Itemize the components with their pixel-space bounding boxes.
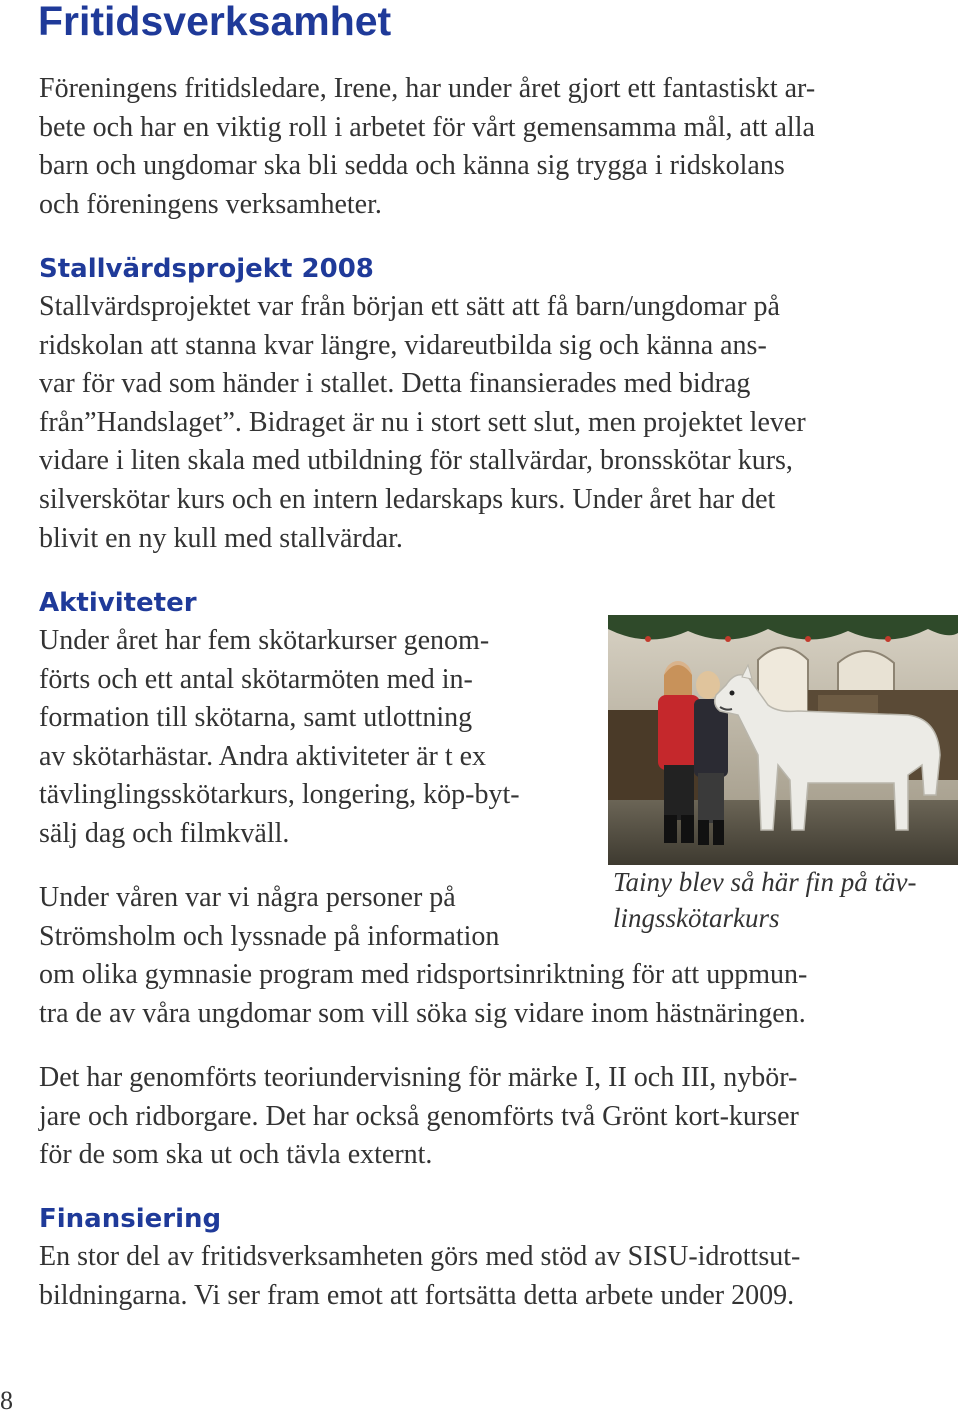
intro-line: barn och ungdomar ska bli sedda och känna sig trygga i ridskolans (39, 150, 785, 182)
stallvard-line: var för vad som händer i stallet. Detta finansierades med bidrag (39, 368, 751, 400)
caption-line: lingsskötarkurs (613, 903, 780, 933)
finansiering-paragraph (39, 1238, 800, 1315)
spring-line: om olika gymnasie program med ridsportsinriktning för att uppmun- (39, 959, 808, 991)
stallvard-line: vidare i liten skala med utbildning för stallvärdar, bronsskötar kurs, (39, 445, 793, 477)
spring-line: Strömsholm och lyssnade på information (39, 920, 500, 952)
aktiviteter-line: formation till skötarna, samt utlottning (39, 702, 473, 734)
finansiering-line: bildningarna. Vi ser fram emot att fortsätta detta arbete under 2009. (39, 1279, 795, 1311)
aktiviteter-paragraph (39, 622, 520, 854)
intro-line: bete och har en viktig roll i arbetet för vårt gemensamma mål, att alla (39, 111, 815, 143)
spring-line: tra de av våra ungdomar som vill söka sig vidare inom hästnäringen. (39, 997, 806, 1029)
intro-line: Föreningens fritidsledare, Irene, har under året gjort ett fantastiskt ar- (39, 73, 816, 104)
aktiviteter-line: av skötarhästar. Andra aktiviteter är t ex (39, 740, 487, 772)
teori-paragraph (39, 1059, 799, 1175)
stallvard-line: ridskolan att stanna kvar längre, vidareutbilda sig och känna ans- (39, 329, 767, 361)
intro-line: och föreningens verksamheter. (39, 188, 382, 220)
page-title: Fritidsverksamhet (38, 0, 392, 44)
aktiviteter-line: sälj dag och filmkväll. (39, 817, 290, 849)
stallvard-heading: Stallvärdsprojekt 2008 (39, 254, 374, 284)
horse-photo-illustration (608, 615, 958, 865)
finansiering-line: En stor del av fritidsverksamheten görs med stöd av SISU-idrottsut- (39, 1241, 801, 1272)
stallvard-line: från”Handslaget”. Bidraget är nu i stort sett slut, men projektet lever (39, 406, 806, 438)
spring-paragraph (39, 879, 807, 1033)
intro-paragraph (39, 70, 815, 224)
aktiviteter-line: Under året har fem skötarkurser genom- (39, 625, 490, 656)
horse-photo (608, 615, 958, 865)
page-number: 8 (0, 1386, 13, 1415)
teori-line: Det har genomförts teoriundervisning för märke I, II och III, nybör- (39, 1062, 798, 1093)
stallvard-line: Stallvärdsprojektet var från början ett sätt att få barn/ungdomar på (39, 291, 780, 322)
teori-line: för de som ska ut och tävla externt. (39, 1139, 433, 1171)
finansiering-heading: Finansiering (39, 1204, 222, 1234)
stallvard-line: silverskötar kurs och en intern ledarskaps kurs. Under året har det (39, 483, 776, 515)
stallvard-paragraph (39, 288, 806, 558)
caption-line: Tainy blev så här fin på täv- (613, 867, 917, 897)
spring-line: Under våren var vi några personer på (39, 882, 456, 913)
aktiviteter-line: förts och ett antal skötarmöten med in- (39, 663, 473, 695)
stallvard-line: blivit en ny kull med stallvärdar. (39, 522, 403, 554)
aktiviteter-line: tävlinglingsskötarkurs, longering, köp-byt- (39, 779, 520, 811)
teori-line: jare och ridborgare. Det har också genomförts två Grönt kort-kurser (39, 1100, 799, 1132)
aktiviteter-heading: Aktiviteter (39, 588, 197, 618)
